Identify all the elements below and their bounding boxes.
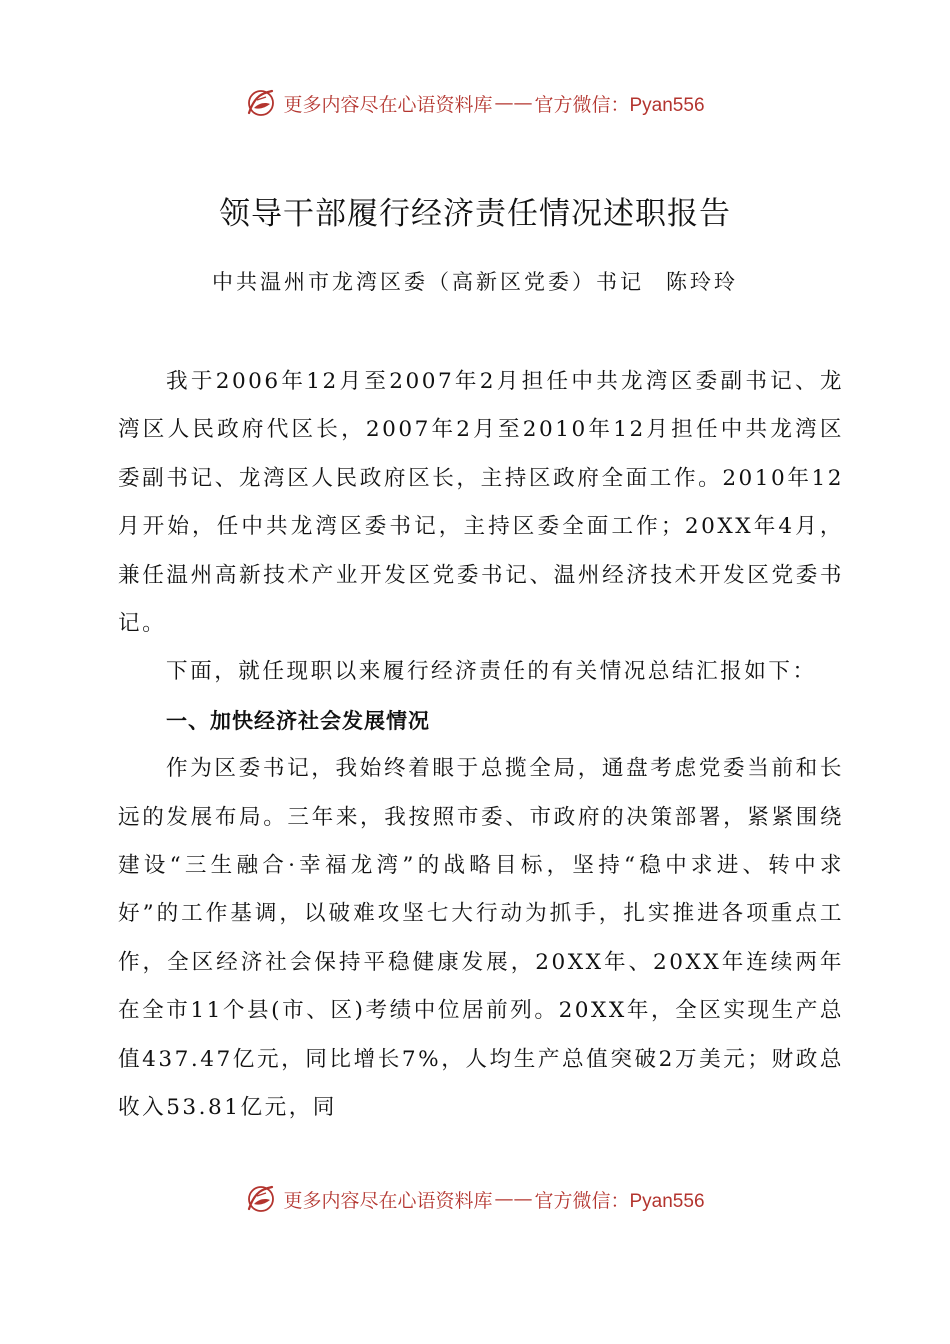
watermark-text: 更多内容尽在心语资料库: [283, 93, 493, 116]
watermark-wechat: 官方微信：Pyan556: [534, 1190, 705, 1212]
signature-logo-icon: [245, 1183, 277, 1215]
paragraph-intro: 我于2006年12月至2007年2月担任中共龙湾区委副书记、龙湾区人民政府代区长，2007年2月至2010年12月担任中共龙湾区委副书记、龙湾区人民政府区长，主持区政府全面工作。2010年12月开始，任中共龙湾区委书记，主持区委全面工作；20XX年4月，兼任温州高新技术产业开发区党委书记、温州经济技术开发区党委书记。: [118, 369, 844, 637]
watermark-text: 更多内容尽在心语资料库: [283, 1189, 493, 1212]
byline-name: 陈玲玲: [666, 270, 738, 294]
watermark-wechat: 官方微信：Pyan556: [534, 94, 705, 116]
paragraph-summary-lead: 下面，就任现职以来履行经济责任的有关情况总结汇报如下：: [166, 659, 817, 685]
signature-logo-icon: [245, 87, 277, 119]
watermark-dash: ——: [494, 1188, 533, 1210]
byline: [0, 266, 950, 296]
section-heading-1: 一、加快经济社会发展情况: [166, 708, 430, 733]
watermark-dash: ——: [494, 92, 533, 114]
document-title: 领导干部履行经济责任情况述职报告: [219, 196, 731, 232]
byline-org: 中共温州市龙湾区委（高新区党委）书记: [212, 270, 644, 294]
watermark-banner-bottom: [0, 1182, 950, 1216]
paragraph-section-1: 作为区委书记，我始终着眼于总揽全局，通盘考虑党委当前和长远的发展布局。三年来，我按照市委、市政府的决策部署，紧紧围绕建设“三生融合·幸福龙湾”的战略目标，坚持“稳中求进、转中求好”的工作基调，以破难攻坚七大行动为抓手，扎实推进各项重点工作，全区经济社会保持平稳健康发展，20XX年、20XX年连续两年在全市11个县(市、区)考绩中位居前列。20XX年，全区实现生产总值437.47亿元，同比增长7%，人均生产总值突破2万美元；财政总收入53.81亿元，同: [118, 756, 844, 1121]
watermark-banner-top: [0, 86, 950, 120]
document-body: [118, 358, 844, 1133]
